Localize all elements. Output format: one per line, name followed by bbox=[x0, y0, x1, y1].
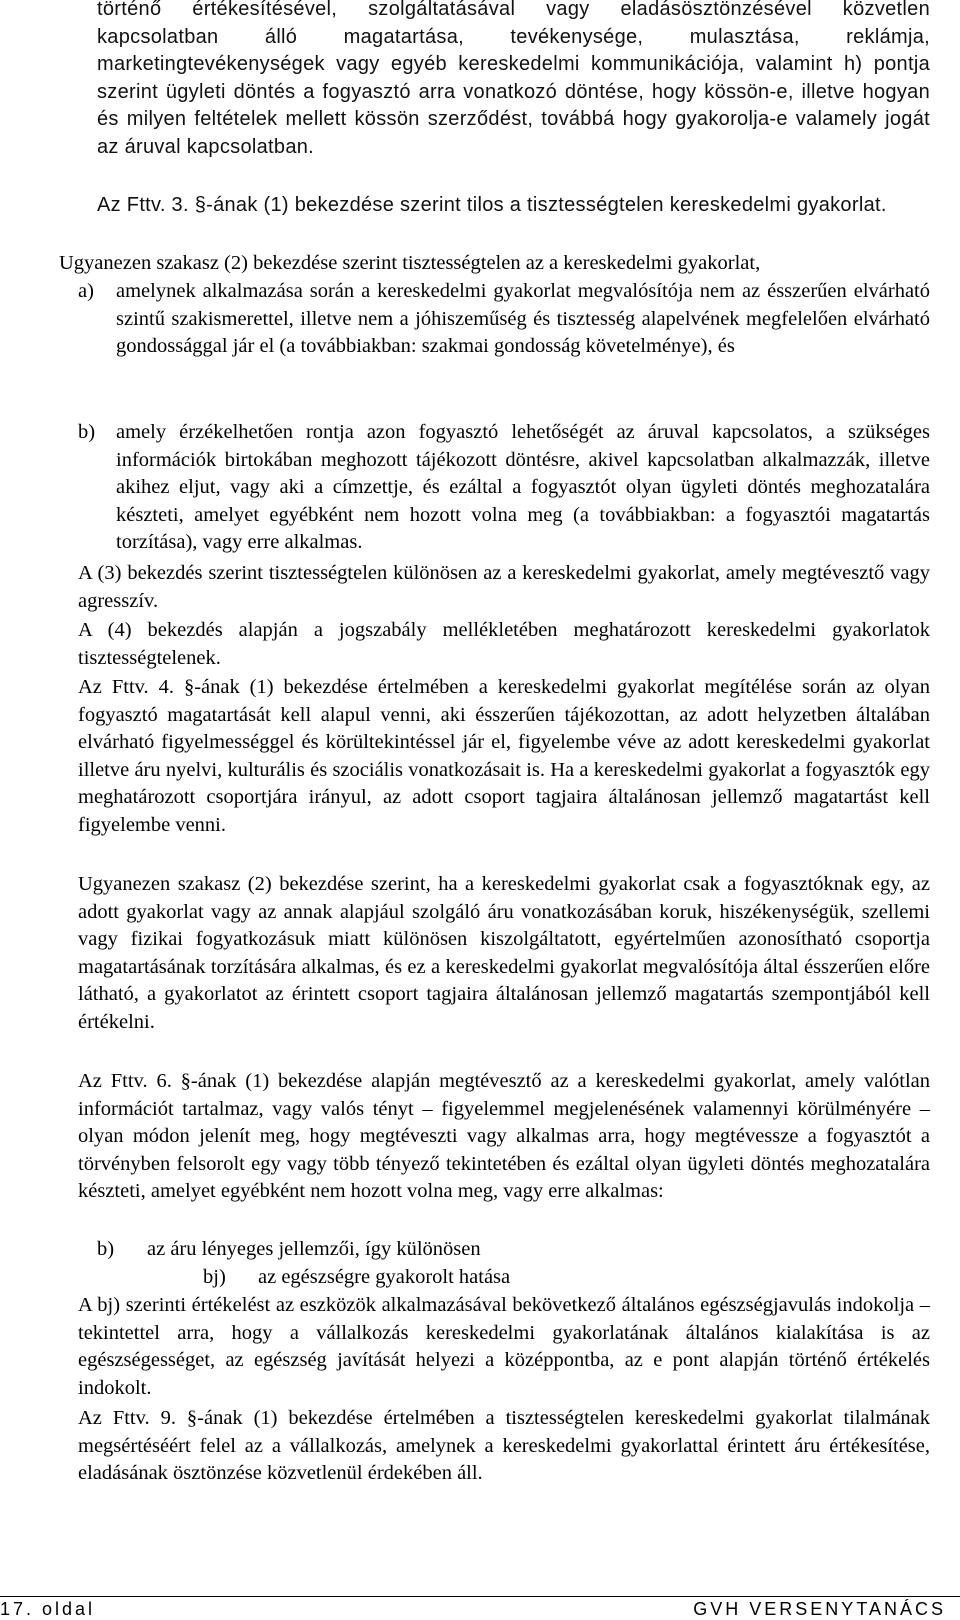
paragraph-9-1: Az Fttv. 9. §-ának (1) bekezdése értelmében a tisztességtelen kereskedelmi gyakorlat tilalmának megsértéséért felel az a vállalkozás, amelynek a kereskedelmi gyakorlattal érintett áru értékesítése, eladásának ösztönzése közvetlenül érdekében áll. bbox=[78, 1407, 930, 1485]
item-6bj-label: bj) bbox=[203, 1266, 226, 1288]
paragraph-3-2-intro: Ugyanezen szakasz (2) bekezdése szerint tisztességtelen az a kereskedelmi gyakorlat, bbox=[59, 252, 761, 274]
paragraph-3-1: Az Fttv. 3. §-ának (1) bekezdése szerint tilos a tisztességtelen kereskedelmi gyakorlat. bbox=[97, 194, 887, 216]
paragraph-3-3: A (3) bekezdés szerint tisztességtelen különösen az a kereskedelmi gyakorlat, amely megtévesztő vagy agresszív. bbox=[78, 562, 930, 612]
footer-page-number: 17. oldal bbox=[0, 1599, 96, 1619]
footer-organization: GVH VERSENYTANÁCS bbox=[693, 1599, 946, 1619]
paragraph-4-1: Az Fttv. 4. §-ának (1) bekezdése értelmében a kereskedelmi gyakorlat megítélése során az olyan fogyasztó magatartását kell alapul venni, aki ésszerűen tájékozottan, az adott helyzetben általában elvárható figyelmességgel és körültekintéssel jár el, figyelembe véve az adott kereskedelmi gyakorlat illetve áru nyelvi, kulturális és szociális vonatkozásait is. Ha a kereskedelmi gyakorlat a fogyasztók egy meghatározott csoportjára irányul, az adott csoport tagjaira általánosan jellemző magatartást kell figyelembe venni. bbox=[78, 676, 930, 836]
item-a-text: amelynek alkalmazása során a kereskedelmi gyakorlat megvalósítója nem az ésszerűen elvárható szintű szakismerettel, illetve nem a jóhiszeműség és tisztesség alapelvének megfelelően elvárható gondossággal jár el (a továbbiakban: szakmai gondosság követelménye), és bbox=[116, 280, 930, 358]
paragraph-3-4: A (4) bekezdés alapján a jogszabály mellékletében meghatározott kereskedelmi gyakorlatok tisztességtelenek. bbox=[78, 619, 930, 669]
item-6b-text: az áru lényeges jellemzői, így különösen bbox=[147, 1238, 481, 1260]
paragraph-bj: A bj) szerinti értékelést az eszközök alkalmazásával bekövetkező általános egészségjavulás indokolja – tekintettel arra, hogy a vállalkozás kereskedelmi gyakorlatának általános kialakítása is az egészségességet, az egészség javítását helyezi a középpontba, az e pont alapján történő értékelés indokolt. bbox=[78, 1294, 930, 1399]
item-b-label: b) bbox=[78, 421, 96, 443]
paragraph-6-1: Az Fttv. 6. §-ának (1) bekezdése alapján megtévesztő az a kereskedelmi gyakorlat, amely valótlan információt tartalmaz, vagy valós tényt – figyelemmel megjelenésének valamennyi körülményére – olyan módon jelenít meg, hogy megtéveszti vagy alkalmas arra, hogy megtévessze a fogyasztót a törvényben felsorolt egy vagy több tényező tekintetében és ezáltal olyan ügyleti döntés meghozatalára készteti, amelyet egyébként nem hozott volna meg, vagy erre alkalmas: bbox=[78, 1070, 930, 1203]
item-6bj-text: az egészségre gyakorolt hatása bbox=[258, 1266, 511, 1288]
item-b-text: amely érzékelhetően rontja azon fogyasztó lehetőségét az áruval kapcsolatos, a szükséges információk birtokában meghozott tájékozott döntésre, akivel kapcsolatban alkalmazzák, illetve akihez eljut, vagy aki a címzettje, és ezáltal a fogyasztót olyan ügyleti döntés meghozatalára készteti, amelyet egyébként nem hozott volna meg (a továbbiakban: a fogyasztói magatartás torzítása), vagy erre alkalmas. bbox=[116, 421, 930, 554]
paragraph-intro: történő értékesítésével, szolgáltatásával vagy eladásösztönzésével közvetlen kapcsolatban álló magatartása, tevékenysége, mulasztása, reklámja, marketingtevékenységek vagy egyéb kereskedelmi kommunikációja, valamint h) pontja szerint ügyleti döntés a fogyasztó arra vonatkozó döntése, hogy kössön-e, illetve hogyan és milyen feltételek mellett kössön szerződést, továbbá hogy gyakorolja-e valamely jogát az áruval kapcsolatban. bbox=[97, 0, 930, 158]
item-6b-label: b) bbox=[97, 1238, 115, 1260]
item-a-label: a) bbox=[78, 280, 94, 302]
paragraph-4-2: Ugyanezen szakasz (2) bekezdése szerint, ha a kereskedelmi gyakorlat csak a fogyasztóknak egy, az adott gyakorlat vagy az annak alapjául szolgáló áru vonatkozásában koruk, hiszékenységük, szellemi vagy fizikai fogyatkozásuk miatt különösen kiszolgáltatott, egyértelműen azonosítható csoportja magatartásának torzítására alkalmas, és ez a kereskedelmi gyakorlat megvalósítója által ésszerűen előre látható, a gyakorlatot az érintett csoport tagjaira általánosan jellemző magatartás szempontjából kell értékelni. bbox=[78, 873, 930, 1033]
footer-rule bbox=[0, 1596, 960, 1597]
